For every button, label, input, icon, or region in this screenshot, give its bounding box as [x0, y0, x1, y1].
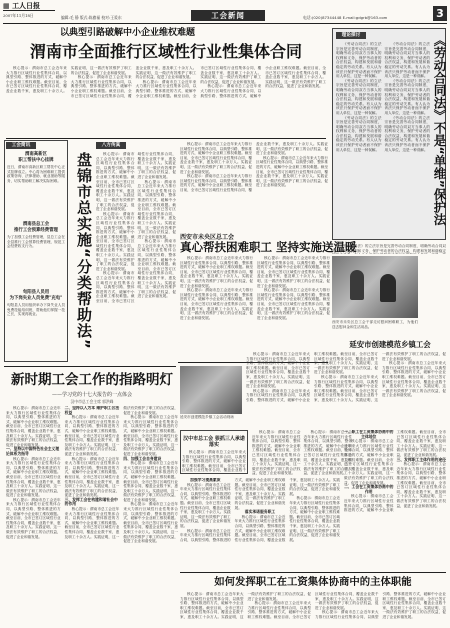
vertical-story-body: 核心提示：渭南市总工会近年来大力推行区域性行业性集体合同，以典型引路、整体推进的方式，破解中小企业职工维权难题。截至目前，全市已签订区域性行业性集体合同，覆盖企业数千家，惠及职工十余万人。实践证明，这一做法有效维护了职工的合法权益，促进了企业和谐发展。 核心提示：渭南市总工会近年来大力推行区域性行业性集体合同，以典型引路、整体推进的方式，破解中小企业职工维权难题。截至目前，全市已签订区域性行业性集体合同，覆盖企业数千家，惠及职工十余万人。实践证明，这一做法有效维护了职工的合法权益，促进了企业和谐发展。 核心提示：渭南市总工会近年来大力推行区域性行业性集体合同，以典型引路、整体推进的方式，破解中小企业职工维权难题。截至目前，全市已签订区域性行业性集体合同，覆盖企业数千家，惠及职工十余万人。实践证明，这一做法有效维护了职工的合法权益，促进了企业和谐发展。 核心提示：渭南市总工会近年来大力推行区域性行业性集体合同，以典型引路、整体推进的方式，破解中小企业职工维权难题。截至目前，全市已签订区域性行业性集体合同，覆盖企业数千家，惠及职工十余万人。实践证明，这一做法有效维护了职工的合法权益，促进了企业和谐发展。 核心提示：渭南市总工会近年来大力推行区域性行业性集体合同，以典型引路、整体推进的方式，破解中小企业职工维权难题。截至目前，全市已签订区域性行业性集体合同，覆盖企业数千家，惠及职工十余万人。实践证明，这一做法有效维护了职工的合法权益，促进了企业和谐发展。 [96, 152, 176, 303]
mid-intro-body: 核心提示：渭南市总工会近年来大力推行区域性行业性集体合同，以典型引路、整体推进的方式，破解中小企业职工维权难题。截至目前，全市已签订区域性行业性集体合同，覆盖企业数千家，惠及职工十余万人。实践证明，这一做法有效维护了职工的合法权益，促进了企业和谐发展。 核心提示：渭南市总工会近年来大力推行区域性行业性集体合同，以典型引路、整体推进的方式，破解中小企业职工维权难题。截至目前，全市已签订区域性行业性集体合同，覆盖企业数千家，惠及职工十余万人。实践证明，这一做法有效维护了职工的合法权益，促进了企业和谐发展。 核心提示：渭南市总工会近年来大力推行区域性行业性集体合同，以典型引路、整体推进的方式，破解中小企业职工维权难题。截至目前，全市已签订区域性行业性集体合同，覆盖企业数千家，惠及职工十余万人。实践证明，这一做法有效维护了职工的合法权益，促进了企业和谐发展。 [180, 142, 328, 192]
guide-subtitle: ——学习党的十七大报告的一点体会 [51, 392, 132, 398]
lead-kicker: 以典型引路破解中小企业维权难题 [60, 28, 196, 38]
theory-tag: 理论探讨 [336, 32, 366, 39]
theory-headline: 《劳动合同法》不是“单维”保护法 [432, 34, 447, 226]
lead-bottom-rule [6, 138, 326, 139]
masthead [3, 2, 447, 22]
yanan-photo-caption: 延安市创建模范乡镇工会活动现场 [180, 415, 234, 419]
theory-body: 《劳动合同法》的立法宗旨是完善劳动合同制度，明确劳动合同双方当事人的权利和义务，保护劳动者的合法权益，构建和发展和谐稳定的劳动关系。有人认为该法只保护劳动者而不保护用人单位，这是一种误解。 《劳动合同法》的立法宗旨是完善劳动合同制度，明确劳动合同双方当事人的权利和义务，保护劳动者的合法权益，构建和发展和谐稳定的劳动关系。有人认为该法只保护劳动者而不保护用人单位，这是一种误解。 《劳动合同法》的立法宗旨是完善劳动合同制度，明确劳动合同双方当事人的权利和义务，保护劳动者的合法权益，构建和发展和谐稳定的劳动关系。有人认为该法只保护劳动者而不保护用人单位，这是一种误解。 《劳动合同法》的立法宗旨是完善劳动合同制度，明确劳动合同双方当事人的权利和义务，保护劳动者的合法权益，构建和发展和谐稳定的劳动关系。有人认为该法只保护劳动者而不保护用人单位，这是一种误解。 《劳动合同法》的立法宗旨是完善劳动合同制度，明确劳动合同双方当事人的权利和义务，保护劳动者的合法权益，构建和发展和谐稳定的劳动关系。有人认为该法只保护劳动者而不保护用人单位，这是一种误解。 《劳动合同法》的立法宗旨是完善劳动合同制度，明确劳动合同双方当事人的权利和义务，保护劳动者的合法权益，构建和发展和谐稳定的劳动关系。有人认为该法只保护劳动者而不保护用人单位，这是一种误解。 [336, 42, 430, 152]
masthead-logo: ▦ 工人日报 [3, 2, 55, 11]
wage-headline: 如何发挥职工在工资集体协商中的主体职能 [214, 576, 412, 588]
mid-right-body: 核心提示：渭南市总工会近年来大力推行区域性行业性集体合同，以典型引路、整体推进的方式，破解中小企业职工维权难题。截至目前，全市已签订区域性行业性集体合同，覆盖企业数千家，惠及职工十余万人。实践证明，这一做法有效维护了职工的合法权益，促进了企业和谐发展。 核心提示：渭南市总工会近年来大力推行区域性行业性集体合同，以典型引路、整体推进的方式，破解中小企业职工维权难题。截至目前，全市已签订区域性行业性集体合同，覆盖企业数千家，惠及职工十余万人。实践证明，这一做法有效维护了职工的合法权益，促进了企业和谐发展。 [252, 430, 352, 476]
hanzhong-body: 核心提示：渭南市总工会近年来大力推行区域性行业性集体合同，以典型引路、整体推进的方式，破解中小企业职工维权难题。截至目前，全市已签订区域性行业性集体合同，覆盖企业数千 [182, 450, 246, 472]
yanan-headline: 延安市创建模范乡镇工会 [349, 340, 431, 349]
vertical-headline: 盘锦市总实施“分类帮助法” [75, 152, 93, 350]
lead-headline: 渭南市全面推行区域性行业性集体合同 [29, 42, 302, 61]
yanan-body: 核心提示：渭南市总工会近年来大力推行区域性行业性集体合同，以典型引路、整体推进的方式，破解中小企业职工维权难题。截至目前，全市已签订区域性行业性集体合同，覆盖企业数千家，惠及职工十余万人。实践证明，这一做法有效维护了职工的合法权益，促进了企业和谐发展。 核心提示：渭南市总工会近年来大力推行区域性行业性集体合同，以典型引路、整体推进的方式，破解中小企业职工维权难题。截至目前，全市已签订区域性行业性集体合同，覆盖企业数千家，惠及职工十余万人。实践证明，这一做法有效维护了职工的合法权益，促进了企业和谐发展。 核心提示：渭南市总工会近年来大力推行区域性行业性集体合同，以典型引路、整体推进的方式，破解中小企业职工维权难题。截至目前，全市已签订区域性行业性集体合同，覆盖企业数千家，惠及职工十余万人。实践证明，这一做法有效维护了职工的合法权益，促进了企业和谐发展。 核心提示：渭南市总工会近年来大力推行区域性行业性集体合同，以典型引路、整体推进的方式，破解中小企业职工维权难题。截至目前，全市已签订区域性行业性集体合同，覆盖企业数千家，惠及职工十余万人。实践证明，这一做法有效维护了职工的合法权益，促进了企业和谐发展。 [246, 352, 446, 402]
logo-icon: ▦ [3, 2, 10, 10]
mid-photo [332, 256, 418, 318]
mid-body: 核心提示：渭南市总工会近年来大力推行区域性行业性集体合同，以典型引路、整体推进的方式，破解中小企业职工维权难题。截至目前，全市已签订区域性行业性集体合同，覆盖企业数千家，惠及职工十余万人。实践证明，这一做法有效维护了职工的合法权益，促进了企业和谐发展。 核心提示：渭南市总工会近年来大力推行区域性行业性集体合同，以典型引路、整体推进的方式，破解中小企业职工维权难题。截至目前，全市已签订区域性行业性集体合同，覆盖企业数千家，惠及职工十余万人。实践证明，这一做法有效维护了职工的合法权益，促进了企业和谐发展。 核心提示：渭南市总工会近年来大力推行区域性行业性集体合同，以典型引路、整体推进的方式，破解中小企业职工维权难题。截至目前，全市已签订区域性行业性集体合同，覆盖企业数千家，惠及职工十余万人。实践证明，这一做法有效维护了职工的合法权益，促进了企业和谐发展。 核心提示：渭南市总工会近年来大力推行区域性行业性集体合同，以典型引路、整体推进的方式，破解中小企业职工维权难题。截至目前，全市已签订区域性行业性集体合同，覆盖企业数千家，惠及职工十余万人。实践证明，这一做法有效维护了职工的合法权益，促进了企业和谐发展。 [180, 256, 330, 320]
page-number: 3 [433, 6, 447, 21]
mid-kicker: 西安市未央区总工会 [180, 234, 235, 241]
briefs-tag: 工会简讯 [6, 142, 36, 149]
brief-title: 渭南县总工会 推行工会预算经费管理 [14, 222, 58, 233]
brief-title: 渭南高新区 职工帮扶中心挂牌 [18, 152, 54, 163]
guide-headline: 新时期工会工作的指路明灯 [11, 372, 173, 388]
mid-headline: 真心帮扶困难职工 坚持实施送温暖 [180, 240, 357, 254]
photo-figures-icon [350, 270, 364, 300]
lower-section-rule [4, 366, 176, 367]
brief-title: 旬阳县人员用 为下岗失业人员免费"充电" [9, 290, 63, 301]
yanan-photo [180, 366, 242, 414]
hanzhong-headline: 汉中市总工会 狠抓三人承诺落实 [183, 436, 245, 449]
contact-info: 电话:(020)87344448 E-mail:gdgrb@163.com [303, 15, 388, 20]
wire-tag: 八方传真 [96, 142, 126, 149]
brief-body: 为了加强工会经费管理，县总工会在全县推行工会预算经费管理，规范工会经费收支行为。 [7, 235, 65, 249]
guide-body: 核心提示：渭南市总工会近年来大力推行区域性行业性集体合同，以典型引路、整体推进的方式，破解中小企业职工维权难题。截至目前，全市已签订区域性行业性集体合同，覆盖企业数千家，惠及职工十余万人。实践证明，这一做法有效维护了职工的合法权益，促进了企业和谐发展。 一、坚持以中国特色社会主义理论体系为指导 核心提示：渭南市总工会近年来大力推行区域性行业性集体合同，以典型引路、整体推进的方式，破解中小企业职工维权难题。截至目前，全市已签订区域性行业性集体合同，覆盖企业数千家，惠及职工十余万人。实践证明，这一做法有效维护了职工的合法权益，促进了企业和谐发展。 核心提示：渭南市总工会近年来大力推行区域性行业性集体合同，以典型引路、整体推进的方式，破解中小企业职工维权难题。截至目前，全市已签订区域性行业性集体合同，覆盖企业数千家，惠及职工十余万人。实践证明，这一做法有效维护了职工的合法权益，促进了企业和谐发展。 二、坚持以人为本 维护职工合法权益 核心提示：渭南市总工会近年来大力推行区域性行业性集体合同，以典型引路、整体推进的方式，破解中小企业职工维权难题。截至目前，全市已签订区域性行业性集体合同，覆盖企业数千家，惠及职工十余万人。实践证明，这一做法有效维护了职工的合法权益，促进了企业和谐发展。 核心提示：渭南市总工会近年来大力推行区域性行业性集体合同，以典型引路、整体推进的方式，破解中小企业职工维权难题。截至目前，全市已签订区域性行业性集体合同，覆盖企业数千家，惠及职工十余万人。实践证明，这一做法有效维护了职工的合法权益，促进了企业和谐发展。 三、发挥工会在构建和谐社会中的作用 核心提示：渭南市总工会近年来大力推行区域性行业性集体合同，以典型引路、整体推进的方式，破解中小企业职工维权难题。截至目前，全市已签订区域性行业性集体合同，覆盖企业数千家，惠及职工十余万人。实践证明，这一做法有效维护了职工的合法权益，促进了企业和谐发展。 核心提示：渭南市总工会近年来大力推行区域性行业性集体合同，以典型引路、整体推进的方式，破解中小企业职工维权难题。截至目前，全市已签订区域性行业性集体合同，覆盖企业数千家，惠及职工十余万人。实践证明，这一做法有效维护了职工的合法权益，促进了企业和谐发展。 四、加强工会自身建设 核心提示：渭南市总工会近年来大力推行区域性行业性集体合同，以典型引路、整体推进的方式，破解中小企业职工维权难题。截至目前，全市已签订区域性行业性集体合同，覆盖企业数千家，惠及职工十余万人。实践证明，这一做法有效维护了职工的合法权益，促进了企业和谐发展。 核心提示：渭南市总工会近年来大力推行区域性行业性集体合同，以典型引路、整体推进的方式，破解中小企业职工维权难题。截至目前，全市已签订区域性行业性集体合同，覆盖企业数千家，惠及职工十余万人。实践证明，这一做法有效维护了职工的合法权益，促进了企业和谐发展。 [6, 406, 178, 544]
wage-right-column: 一、职工在工资集体协商中的主体地位 核心提示：渭南市总工会近年来大力推行区域性行业性集体合同，以典型引路、整体推进的方式，破解中小企业职工维权难题。截至目前，全市已签订区域性行业性集体合同，覆盖企业数千家，惠及职工十余万人。实践证明，这一做法有效维护了职工的合法权益，促进了企业和谐发展。 二、工会在工资集体协商中的作用 核心提示：渭南市总工会近年来大力推行区域性行业性集体合同，以典型引路、整体推进的方式，破解中小企业职工维权难题。截至目前，全市已签订区域性行业性集体合同，覆盖企业数千家，惠及职工十余万人。实践证明，这一做法有效维护了职工的合法权益，促进了企业和谐发展。 三、发挥职工主体作用的途径 核心提示：渭南市总工会近年来大力推行区域性行业性集体合同，以典型引路、整体推进的方式，破解中小企业职工维权难题。截至目前，全市已签订区域性行业性集体合同，覆盖企业数千家，惠及职工十余万人。实践证明，这一做法有效维护了职工的合法权益，促进了企业和谐发展。 [344, 430, 446, 513]
lead-body: 核心提示：渭南市总工会近年来大力推行区域性行业性集体合同，以典型引路、整体推进的方式，破解中小企业职工维权难题。截至目前，全市已签订区域性行业性集体合同，覆盖企业数千家，惠及职工十余万人。实践证明，这一做法有效维护了职工的合法权益，促进了企业和谐发展。 核心提示：渭南市总工会近年来大力推行区域性行业性集体合同，以典型引路、整体推进的方式，破解中小企业职工维权难题。截至目前，全市已签订区域性行业性集体合同，覆盖企业数千家，惠及职工十余万人。实践证明，这一做法有效维护了职工的合法权益，促进了企业和谐发展。 核心提示：渭南市总工会近年来大力推行区域性行业性集体合同，以典型引路、整体推进的方式，破解中小企业职工维权难题。截至目前，全市已签订区域性行业性集体合同，覆盖企业数千家，惠及职工十余万人。实践证明，这一做法有效维护了职工的合法权益，促进了企业和谐发展。 核心提示：渭南市总工会近年来大力推行区域性行业性集体合同，以典型引路、整体推进的方式，破解中小企业职工维权难题。截至目前，全市已签订区域性行业性集体合同，覆盖企业数千家，惠及职工十余万人。实践证明，这一做法有效维护了职工的合法权益，促进了企业和谐发展。 [6, 66, 326, 98]
guide-byline: 汉中市总工会主席 郭洪峰 [70, 399, 114, 404]
masthead-rule [3, 23, 447, 24]
wage-body: 核心提示：渭南市总工会近年来大力推行区域性行业性集体合同，以典型引路、整体推进的方式，破解中小企业职工维权难题。截至目前，全市已签订区域性行业性集体合同，覆盖企业数千家，惠及职工十余万人。实践证明，这一做法有效维护了职工的合法权益，促进了企业和谐发展。 核心提示：渭南市总工会近年来大力推行区域性行业性集体合同，以典型引路、整体推进的方式，破解中小企业职工维权难题。截至目前，全市已签订区域性行业性集体合同，覆盖企业数千家，惠及职工十余万人。实践证明，这一做法有效维护了职工的合法权益，促进了企业和谐发展。 核心提示：渭南市总工会近年来大力推行区域性行业性集体合同，以典型引路、整体推进的方式，破解中小企业职工维权难题。截至目前，全市已签订区域性行业性集体合同，覆盖企业数千家，惠及职工十余万人。实践证明，这一做法有效维护了职工的合法权益，促进了企业和谐发展。 [180, 592, 446, 619]
photo-figures-icon [380, 274, 396, 302]
wage-rule [180, 572, 446, 573]
brief-body: 旬阳县人员用组织举办下岗失业人员免费技能培训班，帮助他们掌握一技之长，实现再就业。 [7, 303, 65, 317]
brief-item [7, 152, 65, 221]
theory-continued: 《劳动合同法》的立法宗旨是完善劳动合同制度，明确劳动合同双方当事人的权利和义务，保护劳动者的合法权益，构建和发展和谐稳定 [332, 244, 446, 253]
brief-item [7, 222, 65, 289]
mid-photo-caption: 西安市未央区总工会干部走访慰问困难职工，为他们送去慰问金和生活用品。 [332, 320, 418, 329]
section-banner: 工会新闻 [191, 10, 265, 21]
edition-info: 编辑:毛 静 版式:陈旗福 校对:王爱东 [61, 15, 122, 20]
brief-item [7, 290, 65, 363]
brief-body: 近日，渭南市高新区职工帮扶中心正式挂牌成立。中心将为困难职工提供政策咨询、法律援助、就业援助等服务，切实帮助职工解决实际困难。 [7, 165, 65, 183]
hanzhong-columns: 加强学习提高素质 核心提示：渭南市总工会近年来大力推行区域性行业性集体合同，以典型引路、整体推进的方式，破解中小企业职工维权难题。截至目前，全市已签订区域性行业性集体合同，覆盖企业数千家，惠及职工十余万人。实践证明，这一做法有效维护了职工的合法权益，促进了企业和谐发展。 核心提示：渭南市总工会近年来大力推行区域性行业性集体合同，以典型引路、整体推进的方式，破解中小企业职工维权难题。截至目前，全市已签订区域性行业性集体合同，覆盖企业数千家，惠及职工十余万人。实践证明，这一做法有效维护了职工的合法权益，促进了企业和谐发展。 落实承诺服务职工 核心提示：渭南市总工会近年来大力推行区域性行业性集体合同，以典型引路、整体推进的方式，破解中小企业职工维权难题。截至目前，全市已签订区域性行业性集体合同，覆盖企业数千家，惠及职工十余万人。实践证明，这一做法有效维护了职工的合法权益，促进了企业和谐发展。 核心提示：渭南市总工会近年来大力推行区域性行业性集体合同，以典型引路、整体推进的方式，破解中小企业职工维权难题。截至目前，全市已签订区域性行业性集体合同，覆盖企业数千家，惠及职工十余万人。实践证明，这一做法有效维护了职工的合法权益，促进了企业和谐发展。 [180, 478, 340, 542]
issue-date: 2007年11月18日 [3, 13, 34, 18]
